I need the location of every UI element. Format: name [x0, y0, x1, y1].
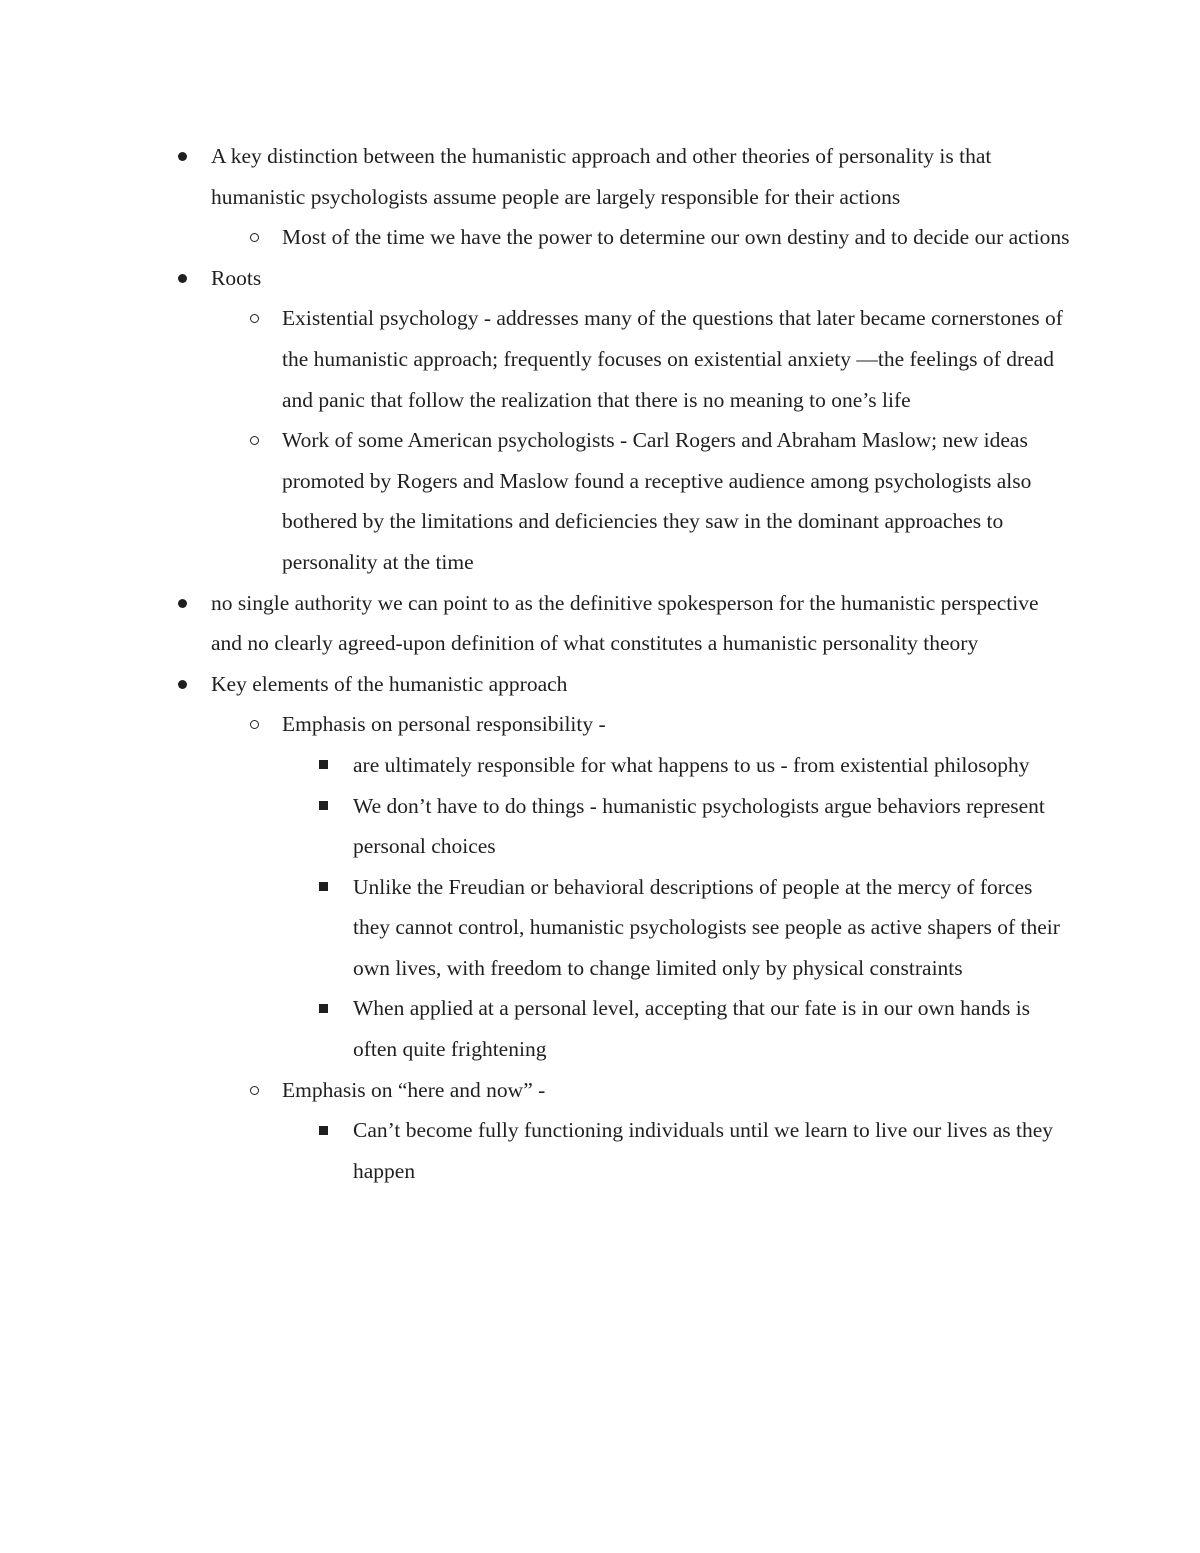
list-item-text: When applied at a personal level, accepting that our fate is in our own hands is often quite frightening [353, 996, 1031, 1062]
list-item [353, 745, 1071, 786]
list-item [211, 664, 1071, 1192]
list-item-text: Most of the time we have the power to determine our own destiny and to decide our actions [282, 225, 1070, 250]
filled-circle-bullet-icon [178, 136, 187, 177]
filled-circle-bullet-icon [178, 664, 187, 705]
list-item [211, 583, 1071, 664]
list-item-text: Work of some American psychologists - Carl Rogers and Abraham Maslow; new ideas promoted by Rogers and Maslow found a receptive audience among psychologists also bothered by the limitations and deficiencies they saw in the dominant approaches to personality at the time [282, 428, 1032, 574]
outline-list [211, 136, 1071, 1191]
square-bullet-icon [319, 786, 328, 827]
list-item-text: Can’t become fully functioning individuals until we learn to live our lives as they happen [353, 1118, 1053, 1183]
list-item-text: We don’t have to do things - humanistic psychologists argue behaviors represent personal choices [353, 793, 1045, 859]
sub-list [282, 217, 1071, 258]
hollow-circle-bullet-icon [250, 704, 259, 745]
sub-sub-list [353, 745, 1071, 1070]
square-bullet-icon [319, 988, 328, 1029]
list-item [211, 258, 1071, 583]
list-item-text: A key distinction between the humanistic approach and other theories of personality is that humanistic psychologists assume people are largely responsible for their actions [211, 144, 992, 209]
hollow-circle-bullet-icon [250, 217, 259, 258]
hollow-circle-bullet-icon [250, 1070, 259, 1111]
square-bullet-icon [319, 867, 328, 908]
square-bullet-icon [319, 745, 328, 786]
list-item [353, 867, 1071, 989]
list-item-text: Emphasis on “here and now” - [282, 1077, 546, 1102]
list-item-text: Emphasis on personal responsibility - [282, 712, 606, 737]
list-item-text: no single authority we can point to as the definitive spokesperson for the humanistic perspective and no clearly agreed-upon definition of what constitutes a humanistic personality theory [211, 590, 1039, 656]
list-item [211, 136, 1071, 258]
square-bullet-icon [319, 1110, 328, 1151]
list-item-text: Key elements of the humanistic approach [211, 671, 568, 696]
sub-list [282, 298, 1071, 582]
list-item-text: Existential psychology - addresses many of the questions that later became cornerstones of the humanistic approach; frequently focuses on existential anxiety —the feelings of dread and panic that follow the realization that there is no meaning to one’s life [282, 306, 1063, 412]
filled-circle-bullet-icon [178, 583, 187, 624]
list-item [282, 298, 1071, 420]
hollow-circle-bullet-icon [250, 420, 259, 461]
list-item [353, 988, 1071, 1069]
list-item [282, 1070, 1071, 1192]
list-item [353, 1110, 1071, 1191]
sub-list [282, 704, 1071, 1191]
list-item [282, 704, 1071, 1069]
filled-circle-bullet-icon [178, 258, 187, 299]
list-item-text: Roots [211, 265, 262, 290]
list-item [282, 420, 1071, 582]
list-item-text: Unlike the Freudian or behavioral descriptions of people at the mercy of forces they cannot control, humanistic psychologists see people as active shapers of their own lives, with freedom to change limited only by physical constraints [353, 874, 1060, 980]
list-item [282, 217, 1071, 258]
sub-sub-list [353, 1110, 1071, 1191]
list-item-text: are ultimately responsible for what happens to us - from existential philosophy [353, 752, 1030, 777]
hollow-circle-bullet-icon [250, 298, 259, 339]
list-item [353, 786, 1071, 867]
